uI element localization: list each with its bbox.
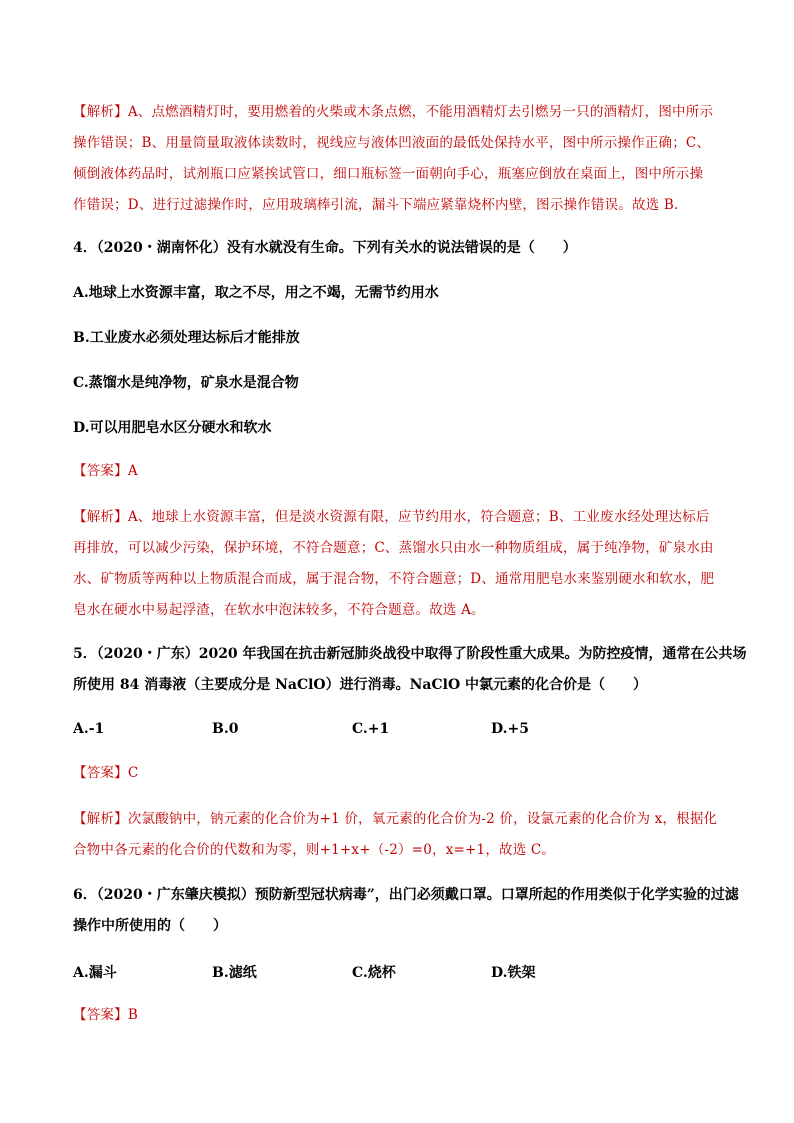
q4-option-c: C.蒸馏水是纯净物，矿泉水是混合物 <box>73 375 299 391</box>
q4-option-a: A.地球上水资源丰富，取之不尽，用之不竭，无需节约用水 <box>73 285 439 301</box>
q4-analysis <box>73 502 723 626</box>
q5-option-a: A.-1 <box>73 721 105 737</box>
q5-option-d: D.+5 <box>491 721 529 737</box>
q6-stem-line: 6．（2020・广东肇庆模拟）预防新型冠状病毒”，出门必须戴口罩。口罩所起的作用类似于化学实验的过滤 <box>73 887 739 903</box>
q4-analysis-line: 再排放，可以减少污染，保护环境，不符合题意；C、蒸馏水只由水一种物质组成，属于纯净物，矿泉水由 <box>73 540 714 556</box>
q6-option-c: C.烧杯 <box>352 965 396 981</box>
answer-tag: 【答案】 <box>73 765 128 781</box>
answer-value: C <box>127 765 139 781</box>
q5-answer <box>73 758 723 789</box>
q5-stem <box>73 639 747 701</box>
q3-analysis-line: 倾倒液体药品时，试剂瓶口应紧挨试管口，细口瓶标签一面朝向手心，瓶塞应倒放在桌面上，图中所示操 <box>73 166 704 182</box>
q6-stem-line: 操作中所使用的（ ） <box>73 918 227 934</box>
analysis-tag: 【解析】 <box>73 509 128 525</box>
q4-stem: 4．（2020・湖南怀化）没有水就没有生命。下列有关水的说法错误的是（ ） <box>73 240 577 256</box>
q3-analysis-line: 作错误；D、进行过滤操作时，应用玻璃棒引流，漏斗下端应紧靠烧杯内壁，图示操作错误。故选 B. <box>73 197 679 213</box>
q4-option-d: D.可以用肥皂水区分硬水和软水 <box>73 420 272 436</box>
q3-analysis <box>73 97 723 221</box>
q5-analysis <box>73 804 723 866</box>
q4-analysis-line: 皂水在硬水中易起浮渣，在软水中泡沫较多，不符合题意。故选 A。 <box>73 602 485 618</box>
q5-stem-line: 5．（2020・广东）2020 年我国在抗击新冠肺炎战役中取得了阶段性重大成果。为防控疫情，通常在公共场 <box>73 646 747 662</box>
q3-analysis-line: 操作错误；B、用量筒量取液体读数时，视线应与液体凹液面的最低处保持水平，图中所示操作正确；C、 <box>73 135 711 151</box>
q5-option-c: C.+1 <box>352 721 390 737</box>
q6-option-a: A.漏斗 <box>73 965 117 981</box>
q4-option-b: B.工业废水必须处理达标后才能排放 <box>73 330 300 346</box>
q4-answer <box>73 456 723 487</box>
q6-option-b: B.滤纸 <box>212 965 257 981</box>
q4-analysis-line: 【解析】A、地球上水资源丰富，但是淡水资源有限，应节约用水，符合题意；B、工业废水经处理达标后 <box>73 509 710 525</box>
q6-stem <box>73 880 739 942</box>
q5-analysis-line: 【解析】次氯酸钠中，钠元素的化合价为+1 价，氧元素的化合价为-2 价，设氯元素的化合价为 x，根据化 <box>73 811 718 827</box>
answer-tag: 【答案】 <box>73 463 128 479</box>
q5-stem-line: 所使用 84 消毒液（主要成分是 NaClO）进行消毒。NaClO 中氯元素的化合价是（ ） <box>73 677 648 693</box>
analysis-tag: 【解析】 <box>73 811 128 827</box>
q5-option-b: B.0 <box>212 721 239 737</box>
q6-answer <box>73 1000 723 1031</box>
answer-tag: 【答案】 <box>73 1007 128 1023</box>
q6-option-d: D.铁架 <box>491 965 536 981</box>
q3-analysis-line: 【解析】A、点燃酒精灯时，要用燃着的火柴或木条点燃，不能用酒精灯去引燃另一只的酒精灯，图中所示 <box>73 104 714 120</box>
answer-value: A <box>127 463 138 479</box>
answer-value: B <box>127 1007 138 1023</box>
q4-analysis-line: 水、矿物质等两种以上物质混合而成，属于混合物，不符合题意；D、通常用肥皂水来鉴别硬水和软水，肥 <box>73 571 715 587</box>
q5-analysis-line: 合物中各元素的化合价的代数和为零，则+1+x+（-2）=0，x=+1，故选 C。 <box>73 842 556 858</box>
analysis-tag: 【解析】 <box>73 104 128 120</box>
